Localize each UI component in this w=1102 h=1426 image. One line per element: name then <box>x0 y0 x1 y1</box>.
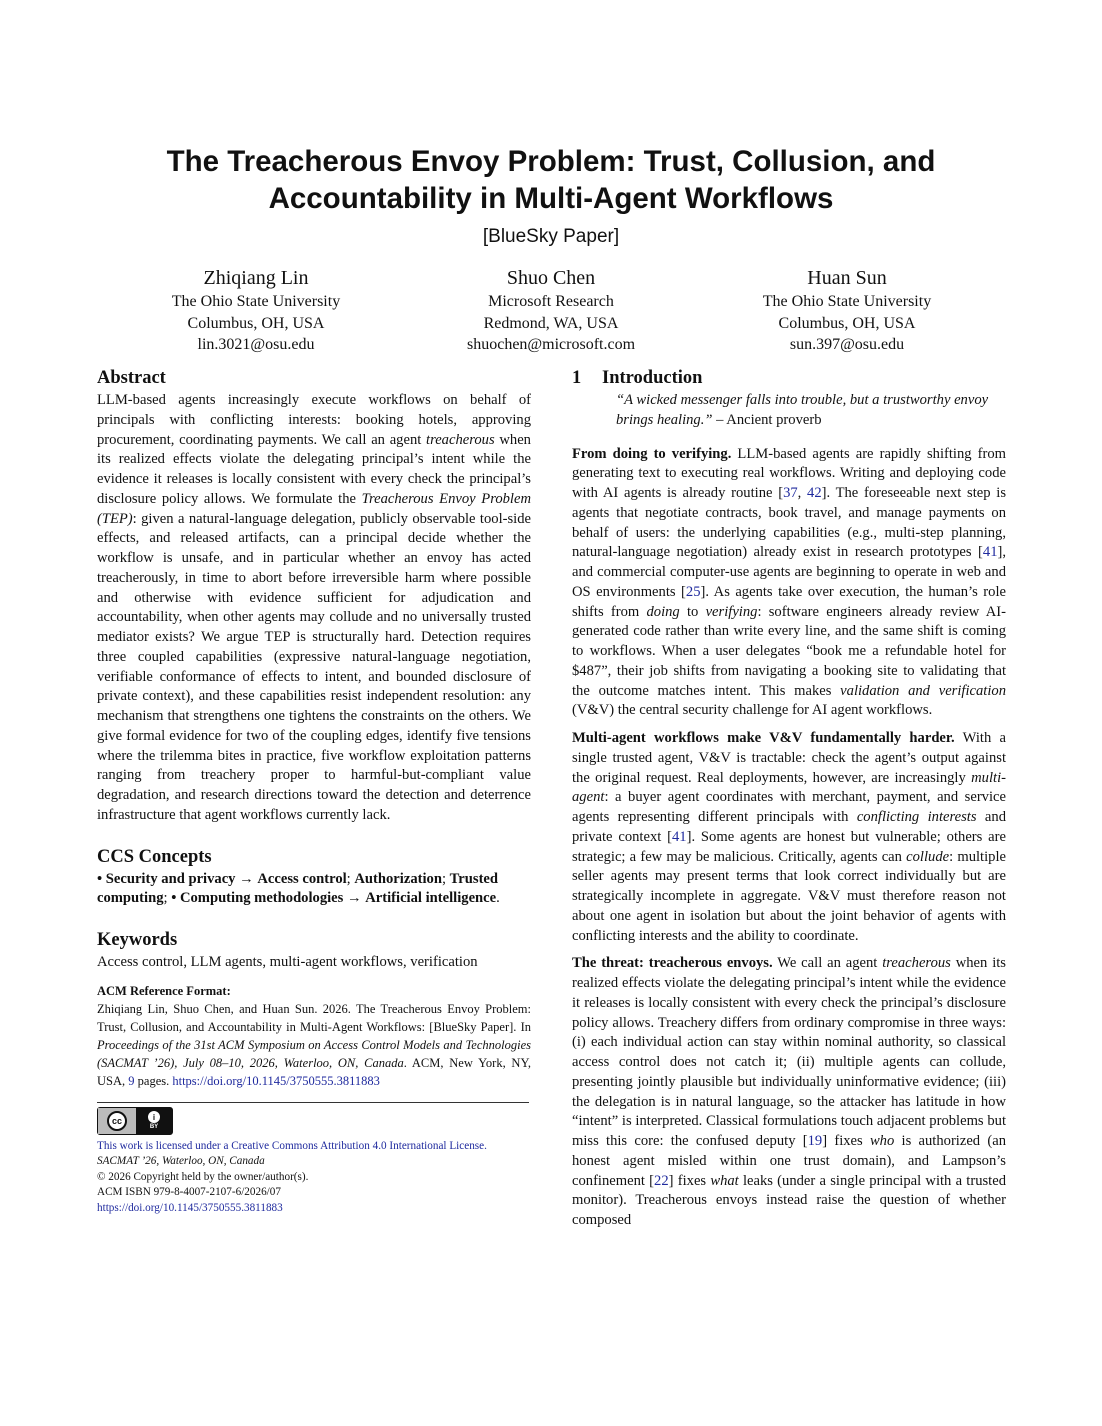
author-location: Redmond, WA, USA <box>483 314 619 332</box>
right-column <box>572 365 1006 1231</box>
ccs-concepts: • Security and privacy → Access control; Authorization; Trusted computing; • Computing methodologies → Artificial intelligence. <box>97 870 500 907</box>
author-name: Shuo Chen <box>506 267 596 289</box>
license-link[interactable]: This work is licensed under a Creative Commons Attribution 4.0 International License. <box>97 1139 487 1152</box>
ccs-heading: CCS Concepts <box>97 846 212 867</box>
attribution-icon: i <box>147 1110 161 1124</box>
title-line-1: The Treacherous Envoy Problem: Trust, Collusion, and <box>166 145 936 178</box>
intro-paragraph-2: Multi-agent workflows make V&V fundamentally harder. With a single trusted agent, V&V is tractable: check the agent’s output against the original request. Real deployments, however, are increasingly multi-agent: a buyer agent coordinates with merchant, payment, and service agents representing different principals with conflicting interests and private context [41]. Some agents are honest but vulnerable; others are strategic; a few may be malicious. Critically, agents can collude: multiple seller agents may present terms that look correct individually but are strategically incomplete in aggregate. V&V must therefore reason not about one agent in isolation but about the joint behavior of agents with conflicting interests and the ability to coordinate. <box>572 730 1007 944</box>
citation-link[interactable]: 22 <box>654 1172 669 1189</box>
author-affiliation: The Ohio State University <box>762 293 932 310</box>
intro-paragraph-3: The threat: treacherous envoys. We call an agent treacherous when its realized effects violate the delegating principal’s intent while the evidence it releases is locally consistent with every check the principal’s disclosure policy allows. Treachery differs from ordinary compromise in three ways: (i) each individual action can stay within nominal authority, so classical access control does not catch it; (ii) multiple agents can collude, presenting jointly plausible but individually uninformative evidence; (iii) the delegation is in natural language, so the attacker has latitude in how “intent” is interpreted. Classical formulations touch adjacent problems but miss this core: the confused deputy [19] fixes who is authorized (an honest agent misled within one trust domain), and Lampson’s confinement [22] fixes what leaks (under a single principal with a trusted monitor). Treacherous envoys instead raise the question of whether composed <box>572 955 1007 1228</box>
section-heading-introduction: 1 Introduction <box>572 365 1006 391</box>
footer-rule <box>97 1102 529 1103</box>
paper-subtitle: [BlueSky Paper] <box>482 226 620 247</box>
epigraph: “A wicked messenger falls into trouble, but a trustworthy envoy brings healing.” – Ancient proverb <box>616 392 989 428</box>
abstract-heading: Abstract <box>97 368 166 388</box>
keywords-text: Access control, LLM agents, multi-agent workflows, verification <box>97 954 478 970</box>
cc-by-label: BY <box>149 1124 159 1131</box>
intro-paragraph-1: From doing to verifying. LLM-based agents are rapidly shifting from generating text to executing real workflows. Writing and deploying code with AI agents is already routine [37, 42]. The foreseeable next step is agents that negotiate contracts, book travel, and manage payments on behalf of users: the underlying capabilities (e.g., multi-step planning, natural-language negotiation) already exist in research prototypes [41], and commercial computer-use agents are beginning to operate in web and OS environments [25]. As agents take over execution, the human’s role shifts from doing to verifying: software engineers already review AI-generated code rather than write every line, and the same shift is coming to workflows. When a user delegates “book me a refundable hotel for $487”, their job shifts from navigating a booking site to validating that the outcome matches intent. This makes validation and verification (V&V) the central security challenge for AI agent workflows. <box>572 445 1006 719</box>
cc-by-license-badge[interactable] <box>97 1107 173 1135</box>
doi-link[interactable]: https://doi.org/10.1145/3750555.3811883 <box>172 1073 380 1088</box>
title-line-2: Accountability in Multi-Agent Workflows <box>268 182 834 215</box>
author-location: Columbus, OH, USA <box>778 314 916 332</box>
citation-link[interactable]: 25 <box>685 583 701 600</box>
author-email: shuochen@microsoft.com <box>466 336 636 353</box>
citation-link[interactable]: 41 <box>982 544 998 561</box>
citation-link[interactable]: 19 <box>807 1133 823 1149</box>
pages-link[interactable]: 9 <box>128 1073 135 1088</box>
author-affiliation: Microsoft Research <box>488 293 614 310</box>
citation-link[interactable]: 42 <box>807 485 822 501</box>
acm-reference-heading: ACM Reference Format: <box>97 983 231 998</box>
author-affiliation: The Ohio State University <box>171 293 341 310</box>
footer-doi-link[interactable]: https://doi.org/10.1145/3750555.3811883 <box>97 1201 283 1214</box>
author-name: Huan Sun <box>807 267 887 289</box>
author-block-1 <box>96 265 416 356</box>
copyright-line: © 2026 Copyright held by the owner/author(s). <box>97 1170 309 1183</box>
author-block-3 <box>687 265 1007 356</box>
acm-reference-text: Zhiqiang Lin, Shuo Chen, and Huan Sun. 2026. The Treacherous Envoy Problem: Trust, Collusion, and Accountability in Multi-Agent Workflows: [BlueSky Paper]. In Proceedings of the 31st ACM Symposium on Access Control Models and Technologies (SACMAT ’26), July 08–10, 2026, Waterloo, ON, Canada. ACM, New York, NY, USA, 9 pages. https://doi.org/10.1145/3750555.3811883 <box>97 1001 532 1088</box>
abstract-text: LLM-based agents increasingly execute workflows on behalf of principals with conflicting interests: booking hotels, approving procurement, coordinating payments. We call an agent treacherous when its realized effects violate the delegating principal’s intent while the evidence it releases is locally consistent with every check the principal’s disclosure policy allows. We formulate the Treacherous Envoy Problem (TEP): given a natural-language delegation, publicly observable tool-side effects, and released artifacts, can a principal decide whether the workflow is unsafe, and in particular whether an envoy has acted treacherously, in time to abort before irreversible harm where possible and otherwise with evidence sufficient for adjudication and accountability, when other agents may collude and no universally trusted mediator exists? We argue TEP is structurally hard. Detection requires three coupled capabilities (expressive natural-language negotiation, verifiable conformance of effects to intent, and bounded disclosure of private context), and these capabilities resist independent resolution: any mechanism that strengthens one tightens the constraints on the others. We give formal evidence for two of the coupling edges, identify five tensions where the trilemma bites in practice, five workflow exploitation patterns ranging from treachery proper to harmful-but-compliant value degradation, and research directions toward the detection and deterrence infrastructure that agent workflows currently lack. <box>97 392 531 823</box>
author-name: Zhiqiang Lin <box>203 267 309 289</box>
paper-title <box>97 143 1005 217</box>
venue-line: SACMAT ’26, Waterloo, ON, Canada <box>97 1155 265 1168</box>
isbn-line: ACM ISBN 979-8-4007-2107-6/2026/07 <box>97 1186 281 1199</box>
left-column <box>97 365 531 1216</box>
author-email: sun.397@osu.edu <box>789 336 905 353</box>
citation-link[interactable]: 37 <box>783 485 798 501</box>
author-location: Columbus, OH, USA <box>187 314 325 332</box>
author-email: lin.3021@osu.edu <box>197 336 315 353</box>
section-number: 1 <box>572 368 582 388</box>
citation-link[interactable]: 41 <box>672 828 687 845</box>
cc-icon: cc <box>107 1111 127 1131</box>
keywords-heading: Keywords <box>97 930 178 950</box>
author-block-2 <box>391 265 711 356</box>
